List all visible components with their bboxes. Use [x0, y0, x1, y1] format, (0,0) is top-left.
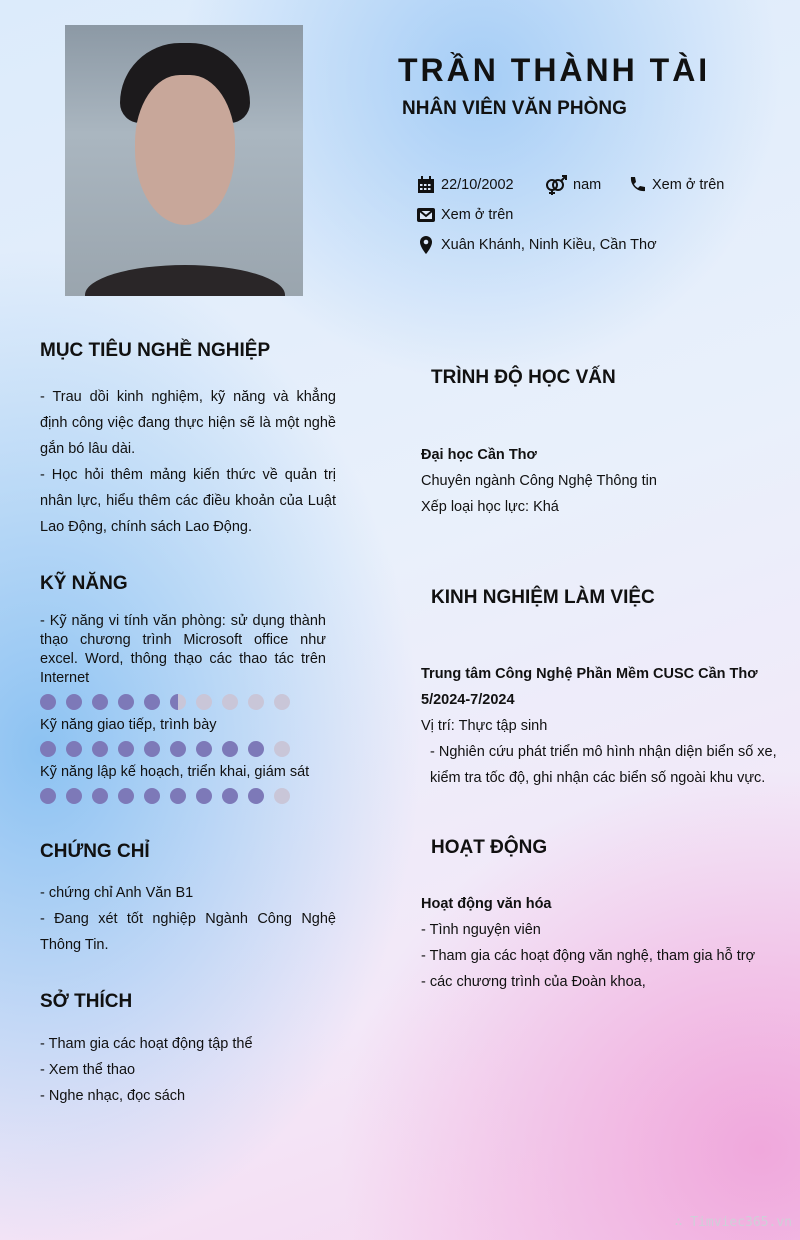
candidate-name: TRẦN THÀNH TÀI — [398, 52, 711, 88]
birthday: 22/10/2002 — [416, 175, 514, 195]
watermark: ∴ Timviec365.vn — [674, 1215, 792, 1230]
rating-dot — [92, 741, 108, 757]
rating-dot — [144, 694, 160, 710]
skills-heading: KỸ NĂNG — [40, 573, 128, 594]
rating-dot — [196, 788, 212, 804]
profile-photo — [65, 25, 303, 296]
experience-heading: KINH NGHIỆM LÀM VIỆC — [431, 587, 655, 608]
rating-dot — [170, 694, 186, 710]
rating-dot — [118, 788, 134, 804]
education-text: Đại học Cần Thơ Chuyên ngành Công Nghệ Thông tin Xếp loại học lực: Khá — [421, 447, 657, 515]
hobbies-text: - Tham gia các hoạt động tập thể - Xem thể thao - Nghe nhạc, đọc sách — [40, 1036, 253, 1104]
envelope-icon — [416, 205, 436, 225]
rating-dot — [274, 788, 290, 804]
hobbies-heading: SỞ THÍCH — [40, 991, 133, 1012]
gender: nam — [544, 175, 601, 195]
skill-rating — [40, 741, 326, 757]
rating-dot — [40, 694, 56, 710]
location-pin-icon — [416, 235, 436, 255]
rating-dot — [92, 694, 108, 710]
skill-rating — [40, 694, 326, 710]
objective-heading: MỤC TIÊU NGHỀ NGHIỆP — [40, 340, 271, 361]
activities-text: Hoạt động văn hóa - Tình nguyện viên - Tham gia các hoạt động văn nghệ, tham gia hỗ trợ - các chương trình của Đoàn khoa, — [421, 896, 756, 990]
rating-dot — [92, 788, 108, 804]
certificates-heading: CHỨNG CHỈ — [40, 841, 150, 862]
rating-dot — [274, 694, 290, 710]
rating-dot — [118, 741, 134, 757]
experience-text: Trung tâm Công Nghệ Phần Mềm CUSC Cần Thơ 5/2024-7/2024 Vị trí: Thực tập sinh - Nghiên cứu phát triển mô hình nhận diện biển số xe, kiểm tra tốc độ, ghi nhận các biển số ngoài khu vực. — [421, 666, 777, 786]
rating-dot — [196, 741, 212, 757]
rating-dot — [118, 694, 134, 710]
rating-dot — [274, 741, 290, 757]
objective-text: - Trau dồi kinh nghiệm, kỹ năng và khẳng định công việc đang thực hiện sẽ là một nghề gắn bó lâu dài. - Học hỏi thêm mảng kiến thức về quản trị nhân lực, hiểu thêm các điều khoản của Luật Lao Động, chính sách Lao Động. — [40, 389, 336, 535]
skill-rating — [40, 788, 326, 804]
rating-dot — [248, 741, 264, 757]
activities-heading: HOẠT ĐỘNG — [431, 837, 548, 858]
education-heading: TRÌNH ĐỘ HỌC VẤN — [431, 367, 616, 388]
rating-dot — [40, 788, 56, 804]
job-title: NHÂN VIÊN VĂN PHÒNG — [402, 98, 627, 119]
rating-dot — [66, 694, 82, 710]
rating-dot — [222, 788, 238, 804]
rating-dot — [170, 788, 186, 804]
rating-dot — [144, 788, 160, 804]
rating-dot — [66, 788, 82, 804]
phone: Xem ở trên — [627, 175, 724, 195]
phone-icon — [627, 175, 647, 195]
gender-icon — [544, 175, 568, 195]
email: Xem ở trên — [416, 205, 513, 225]
certificates-text: - chứng chỉ Anh Văn B1 - Đang xét tốt nghiệp Ngành Công Nghệ Thông Tin. — [40, 885, 336, 953]
rating-dot — [248, 788, 264, 804]
rating-dot — [40, 741, 56, 757]
rating-dot — [222, 694, 238, 710]
address: Xuân Khánh, Ninh Kiều, Cần Thơ — [416, 235, 657, 255]
rating-dot — [66, 741, 82, 757]
rating-dot — [222, 741, 238, 757]
calendar-icon — [416, 175, 436, 195]
rating-dot — [170, 741, 186, 757]
rating-dot — [248, 694, 264, 710]
rating-dot — [196, 694, 212, 710]
rating-dot — [144, 741, 160, 757]
skills-list: - Kỹ năng vi tính văn phòng: sử dụng thành thạo chương trình Microsoft office như excel. Word, thông thạo các thao tác trên Internet Kỹ năng giao tiếp, trình bày Kỹ năng lập kế hoạch, triển khai, giám sát — [40, 612, 326, 808]
